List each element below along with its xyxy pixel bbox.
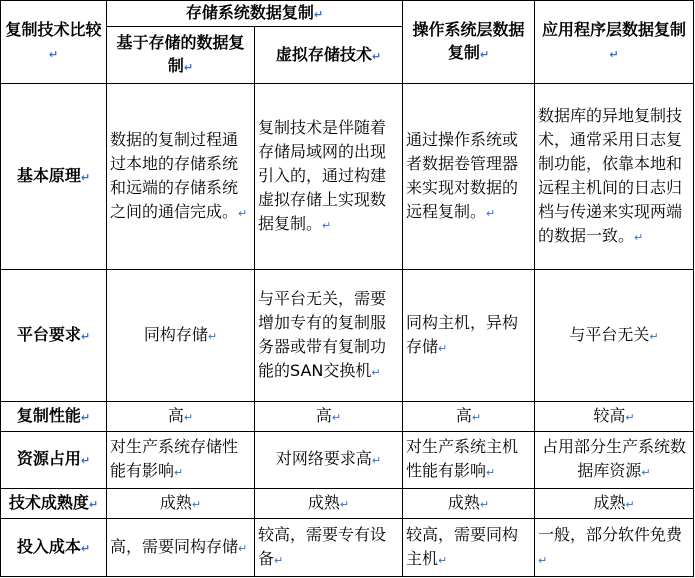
cell-principle-os: 通过操作系统或者数据卷管理器来实现对数据的远程复制。↵ bbox=[403, 84, 535, 270]
row-label-replication-performance: 复制性能↵ bbox=[1, 402, 107, 432]
header-row-1 bbox=[1, 1, 694, 27]
row-platform-requirement bbox=[1, 270, 694, 402]
header-storage-replication: 存储系统数据复制↵ bbox=[107, 1, 403, 27]
cell-principle-virtual: 复制技术是伴随着存储局域网的出现引入的，通过构建虚拟存储上实现数据复制。↵ bbox=[255, 84, 403, 270]
cell-resource-virtual: 对网络要求高↵ bbox=[255, 432, 403, 489]
row-label-investment-cost: 投入成本↵ bbox=[1, 519, 107, 577]
header-os-level-replication: 操作系统层数据复制↵ bbox=[403, 1, 535, 84]
row-label-platform-requirement: 平台要求↵ bbox=[1, 270, 107, 402]
cell-resource-os: 对生产系统主机性能有影响↵ bbox=[403, 432, 535, 489]
row-investment-cost bbox=[1, 519, 694, 577]
cell-principle-storage: 数据的复制过程通过本地的存储系统和远端的存储系统之间的通信完成。↵ bbox=[107, 84, 255, 270]
cell-maturity-app: 成熟↵ bbox=[535, 489, 694, 519]
cell-platform-os: 同构主机，异构存储↵ bbox=[403, 270, 535, 402]
cell-performance-app: 较高↵ bbox=[535, 402, 694, 432]
cell-cost-storage: 高，需要同构存储↵ bbox=[107, 519, 255, 577]
cell-performance-virtual: 高↵ bbox=[255, 402, 403, 432]
cell-cost-os: 较高，需要同构主机↵ bbox=[403, 519, 535, 577]
row-basic-principle bbox=[1, 84, 694, 270]
row-resource-usage bbox=[1, 432, 694, 489]
cell-platform-virtual: 与平台无关，需要增加专有的复制服务器或带有复制功能的SAN交换机↵ bbox=[255, 270, 403, 402]
cell-maturity-virtual: 成熟↵ bbox=[255, 489, 403, 519]
cell-platform-app: 与平台无关↵ bbox=[535, 270, 694, 402]
row-label-technology-maturity: 技术成熟度↵ bbox=[1, 489, 107, 519]
cell-cost-virtual: 较高，需要专有设备↵ bbox=[255, 519, 403, 577]
header-comparison-label: 复制技术比较↵ bbox=[1, 1, 107, 84]
cell-principle-app: 数据库的异地复制技术，通常采用日志复制功能，依靠本地和远程主机间的日志归档与传递来实现两端的数据一致。↵ bbox=[535, 84, 694, 270]
cell-platform-storage: 同构存储↵ bbox=[107, 270, 255, 402]
row-replication-performance bbox=[1, 402, 694, 432]
header-virtual-storage: 虚拟存储技术↵ bbox=[255, 27, 403, 84]
cell-resource-app: 占用部分生产系统数据库资源↵ bbox=[535, 432, 694, 489]
cell-performance-os: 高↵ bbox=[403, 402, 535, 432]
header-storage-based: 基于存储的数据复制↵ bbox=[107, 27, 255, 84]
row-label-basic-principle: 基本原理↵ bbox=[1, 84, 107, 270]
row-label-resource-usage: 资源占用↵ bbox=[1, 432, 107, 489]
cell-maturity-os: 成熟↵ bbox=[403, 489, 535, 519]
cell-maturity-storage: 成熟↵ bbox=[107, 489, 255, 519]
cell-cost-app: 一般，部分软件免费↵ bbox=[535, 519, 694, 577]
header-app-level-replication: 应用程序层数据复制↵ bbox=[535, 1, 694, 84]
cell-resource-storage: 对生产系统存储性能有影响↵ bbox=[107, 432, 255, 489]
cell-performance-storage: 高↵ bbox=[107, 402, 255, 432]
row-technology-maturity bbox=[1, 489, 694, 519]
